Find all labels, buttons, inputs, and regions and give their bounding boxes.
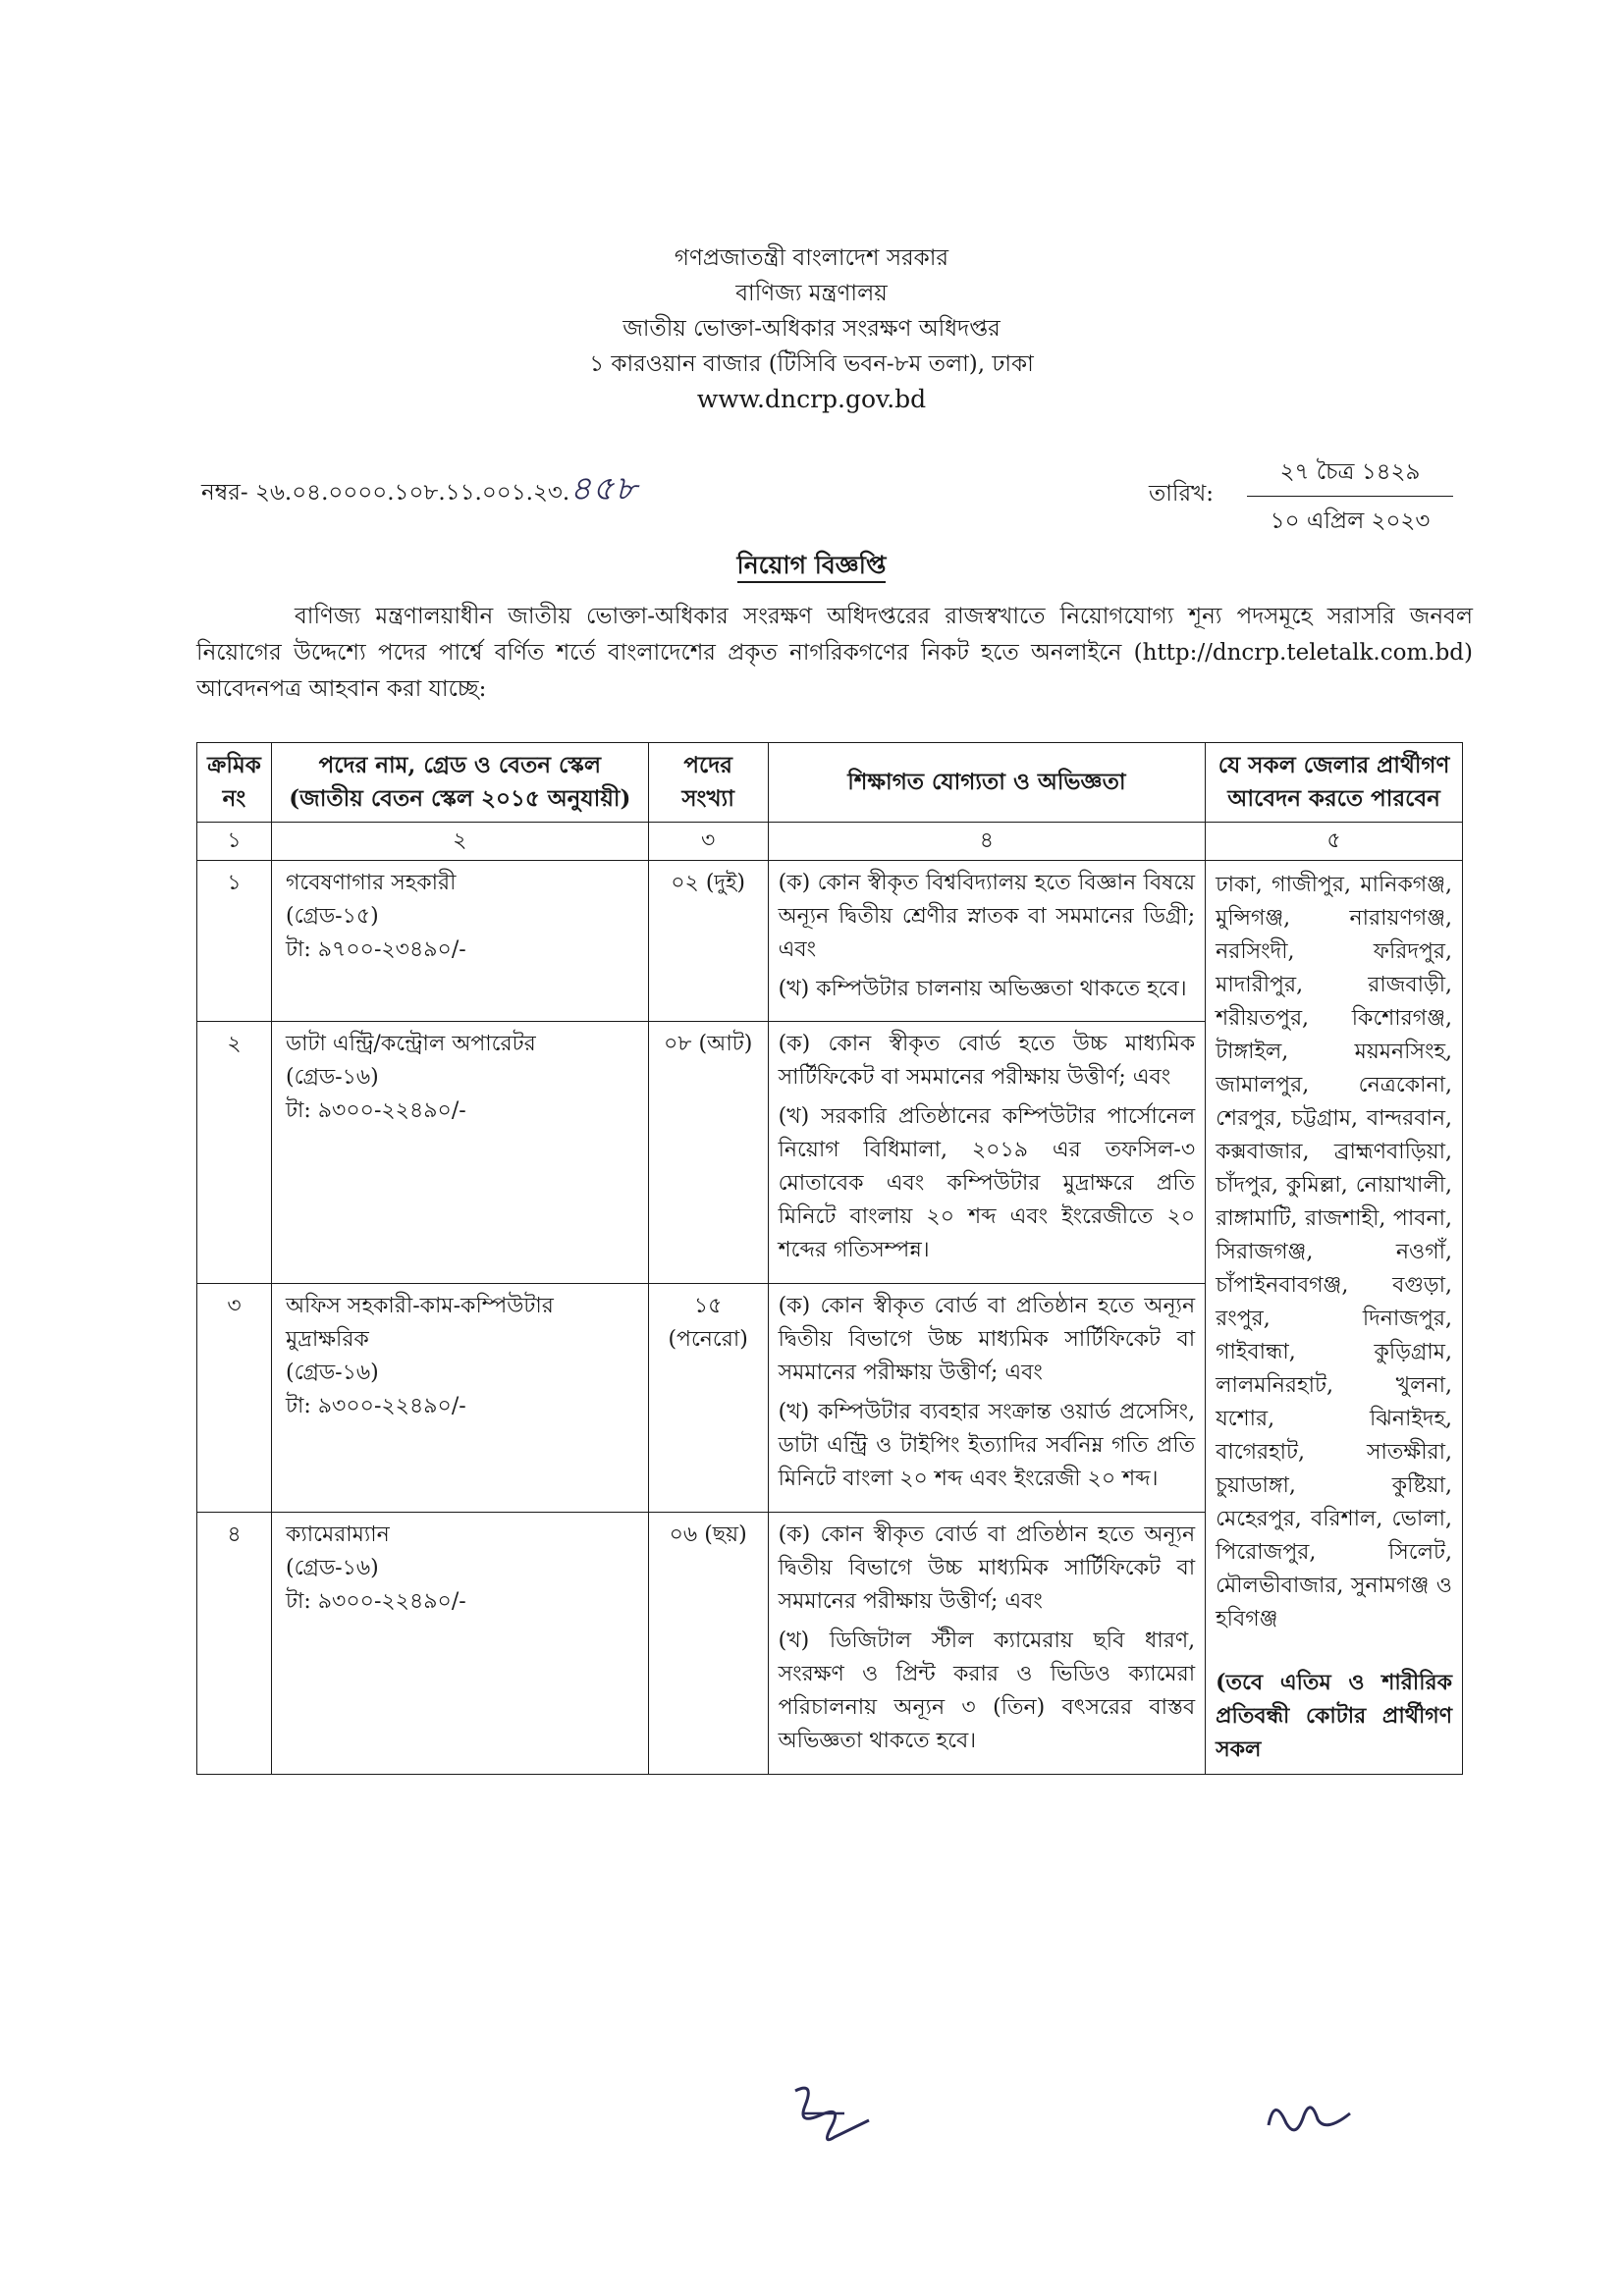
row-post [271, 861, 648, 1022]
post-name: ডাটা এন্ট্রি/কন্ট্রোল অপারেটর [285, 1031, 536, 1056]
header-qualification: শিক্ষাগত যোগ্যতা ও অভিজ্ঞতা [768, 743, 1206, 823]
row-qualification [768, 1512, 1206, 1774]
column-number: ৫ [1206, 823, 1463, 861]
post-pay: টা: ৯৩০০-২২৪৯০/- [285, 1588, 466, 1614]
qualification-a: (ক) কোন স্বীকৃত বোর্ড বা প্রতিষ্ঠান হতে অন্যূন দ্বিতীয় বিভাগে উচ্চ মাধ্যমিক সার্টিফিকেট বা সমমানের পরীক্ষায় উত্তীর্ণ; এবং [778, 1293, 1196, 1385]
row-qualification [768, 1021, 1206, 1283]
qualification-b: (খ) ডিজিটাল স্টীল ক্যামেরায় ছবি ধারণ, সংরক্ষণ ও প্রিন্ট করার ও ভিডিও ক্যামেরা পরিচালনায় অন্যূন ৩ (তিন) বৎসরের বাস্তব অভিজ্ঞতা থাকতে হবে। [778, 1628, 1196, 1753]
eligible-districts [1206, 861, 1463, 1775]
row-count: ০৮ (আট) [648, 1021, 768, 1283]
header-count: পদের সংখ্যা [648, 743, 768, 823]
signature-left [776, 2076, 884, 2155]
header-districts: যে সকল জেলার প্রার্থীগণ আবেদন করতে পারবেন [1206, 743, 1463, 823]
row-serial: ২ [197, 1021, 272, 1283]
header-directorate: জাতীয় ভোক্তা-অধিকার সংরক্ষণ অধিদপ্তর [622, 316, 1001, 342]
post-pay: টা: ৯৭০০-২৩৪৯০/- [285, 937, 466, 962]
post-grade: (গ্রেড-১৬) [285, 1555, 379, 1580]
header-address: ১ কারওয়ান বাজার (টিসিবি ভবন-৮ম তলা), ঢাকা [589, 351, 1034, 377]
row-count: ০৬ (ছয়) [648, 1512, 768, 1774]
memo-number [201, 463, 637, 519]
qualification-a: (ক) কোন স্বীকৃত বোর্ড বা প্রতিষ্ঠান হতে অন্যূন দ্বিতীয় বিভাগে উচ্চ মাধ্যমিক সার্টিফিকেট বা সমমানের পরীক্ষায় উত্তীর্ণ; এবং [778, 1522, 1196, 1614]
qualification-a: (ক) কোন স্বীকৃত বোর্ড হতে উচ্চ মাধ্যমিক সার্টিফিকেট বা সমমানের পরীক্ষায় উত্তীর্ণ; এবং [778, 1031, 1196, 1090]
post-name: অফিস সহকারী-কাম-কম্পিউটার মুদ্রাক্ষরিক [285, 1293, 554, 1352]
header-government: গণপ্রজাতন্ত্রী বাংলাদেশ সরকার [674, 245, 949, 271]
table-row [197, 861, 1463, 1022]
row-serial: ১ [197, 861, 272, 1022]
memo-number-text: নম্বর- ২৬.০৪.০০০০.১০৮.১১.০০১.২৩. [201, 480, 570, 506]
post-grade: (গ্রেড-১৫) [285, 904, 379, 929]
row-count: ০২ (দুই) [648, 861, 768, 1022]
column-number-row [197, 823, 1463, 861]
row-qualification [768, 1283, 1206, 1512]
column-number: ৩ [648, 823, 768, 861]
table-header-row [197, 743, 1463, 823]
row-post [271, 1512, 648, 1774]
vacancy-table [196, 742, 1463, 1775]
post-grade: (গ্রেড-১৬) [285, 1064, 379, 1090]
memo-date [1247, 454, 1453, 541]
qualification-b: (খ) কম্পিউটার চালনায় অভিজ্ঞতা থাকতে হবে। [778, 977, 1187, 1001]
district-list: ঢাকা, গাজীপুর, মানিকগঞ্জ, মুন্সিগঞ্জ, নারায়ণগঞ্জ, নরসিংদী, ফরিদপুর, মাদারীপুর, রাজবাড়ী, শরীয়তপুর, কিশোরগঞ্জ, টাঙ্গাইল, ময়মনসিংহ, জামালপুর, নেত্রকোনা, শেরপুর, চট্টগ্রাম, বান্দরবান, কক্সবাজার, ব্রাহ্মণবাড়িয়া, চাঁদপুর, কুমিল্লা, নোয়াখালী, রাঙ্গামাটি, রাজশাহী, পাবনা, সিরাজগঞ্জ, নওগাঁ, চাঁপাইনবাবগঞ্জ, বগুড়া, রংপুর, দিনাজপুর, গাইবান্ধা, কুড়িগ্রাম, লালমনিরহাট, খুলনা, যশোর, ঝিনাইদহ, বাগেরহাট, সাতক্ষীরা, চুয়াডাঙ্গা, কুষ্টিয়া, মেহেরপুর, বরিশাল, ভোলা, পিরোজপুর, সিলেট, মৌলভীবাজার, সুনামগঞ্জ ও হবিগঞ্জ [1216, 873, 1452, 1631]
post-pay: টা: ৯৩০০-২২৪৯০/- [285, 1393, 466, 1418]
column-number: ১ [197, 823, 272, 861]
row-qualification [768, 861, 1206, 1022]
post-name: গবেষণাগার সহকারী [285, 871, 457, 895]
header-serial: ক্রমিক নং [197, 743, 272, 823]
row-post [271, 1021, 648, 1283]
date-english: ১০ এপ্রিল ২০২৩ [1270, 508, 1431, 534]
row-serial: ৩ [197, 1283, 272, 1512]
intro-paragraph: বাণিজ্য মন্ত্রণালয়াধীন জাতীয় ভোক্তা-অধিকার সংরক্ষণ অধিদপ্তরের রাজস্বখাতে নিয়োগযোগ্য শূন্য পদসমূহে সরাসরি জনবল নিয়োগের উদ্দেশ্যে পদের পার্শ্বে বর্ণিত শর্তে বাংলাদেশের প্রকৃত নাগরিকগণের নিকট হতে অনলাইনে (http://dncrp.teletalk.com.bd) আবেদনপত্র আহবান করা যাচ্ছে: [196, 604, 1473, 702]
row-post [271, 1283, 648, 1512]
post-name: ক্যামেরাম্যান [285, 1522, 390, 1547]
date-bangla: ২৭ চৈত্র ১৪২৯ [1247, 454, 1453, 497]
qualification-b: (খ) সরকারি প্রতিষ্ঠানের কম্পিউটার পার্সোনেল নিয়োগ বিধিমালা, ২০১৯ এর তফসিল-৩ মোতাবেক এবং কম্পিউটার মুদ্রাক্ষরে প্রতি মিনিটে বাংলায় ২০ শব্দ এবং ইংরেজীতে ২০ শব্দের গতিসম্পন্ন। [778, 1103, 1196, 1262]
qualification-b: (খ) কম্পিউটার ব্যবহার সংক্রান্ত ওয়ার্ড প্রসেসিং, ডাটা এন্ট্রি ও টাইপিং ইত্যাদির সর্বনিম্ন গতি প্রতি মিনিটে বাংলা ২০ শব্দ এবং ইংরেজী ২০ শব্দ। [778, 1399, 1196, 1491]
header-website: www.dncrp.gov.bd [696, 385, 927, 413]
post-pay: টা: ৯৩০০-২২৪৯০/- [285, 1097, 466, 1123]
notice-title [0, 546, 1623, 588]
district-note: (তবে এতিম ও শারীরিক প্রতিবন্ধী কোটার প্রার্থীগণ সকল [1216, 1670, 1452, 1762]
column-number: ২ [271, 823, 648, 861]
header-post: পদের নাম, গ্রেড ও বেতন স্কেল (জাতীয় বেতন স্কেল ২০১৫ অনুযায়ী) [271, 743, 648, 823]
memo-number-handwritten: ৪৫৮ [569, 469, 638, 508]
header-ministry: বাণিজ্য মন্ত্রণালয় [735, 281, 888, 306]
notice-title-text: নিয়োগ বিজ্ঞপ্তি [737, 551, 887, 583]
post-grade: (গ্রেড-১৬) [285, 1360, 379, 1385]
signature-right [1257, 2086, 1365, 2145]
row-serial: ৪ [197, 1512, 272, 1774]
qualification-a: (ক) কোন স্বীকৃত বিশ্ববিদ্যালয় হতে বিজ্ঞান বিষয়ে অন্যূন দ্বিতীয় শ্রেণীর স্নাতক বা সমমানের ডিগ্রী; এবং [778, 871, 1196, 962]
date-label: তারিখ: [1149, 481, 1215, 507]
row-count: ১৫ (পনেরো) [648, 1283, 768, 1512]
column-number: ৪ [768, 823, 1206, 861]
office-header [0, 240, 1623, 417]
